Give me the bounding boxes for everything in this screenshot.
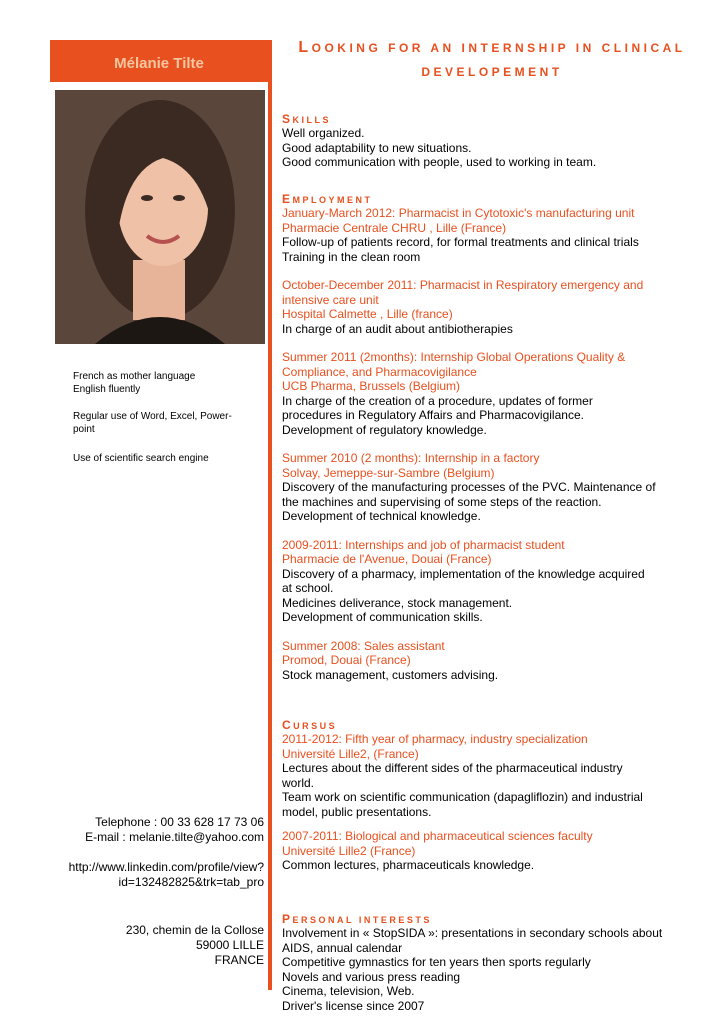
cursus-desc: Lectures about the different sides of the pharmaceutical industry xyxy=(282,761,623,775)
cursus-place: Université Lille2, (France) xyxy=(282,746,419,761)
job-desc: Medicines deliverance, stock management. xyxy=(282,595,513,610)
software-line: point xyxy=(73,424,95,435)
job-entry xyxy=(282,538,722,625)
cursus-desc: Common lectures, pharmaceuticals knowledge. xyxy=(282,858,535,872)
job-desc: Discovery of the manufacturing processes of the PVC. Maintenance of xyxy=(282,480,656,494)
job-desc: Discovery of a pharmacy, implementation of the knowledge acquired xyxy=(282,566,645,581)
interest-line: Cinema, television, Web. xyxy=(282,984,415,998)
job-entry xyxy=(282,278,722,336)
search-skill: Use of scientific search engine xyxy=(73,453,209,464)
interests-heading: PERSONAL INTERESTS xyxy=(282,912,432,926)
interest-line: Involvement in « StopSIDA »: presentations in secondary schools about xyxy=(282,926,663,940)
job-place: UCB Pharma, Brussels (Belgium) xyxy=(282,379,461,393)
job-place: Pharmacie de l'Avenue, Douai (France) xyxy=(282,552,492,566)
skill-line: Good communication with people, used to working in team. xyxy=(282,155,597,169)
job-place: Pharmacie Centrale CHRU , Lille (France) xyxy=(282,220,507,235)
job-desc: In charge of an audit about antibiotherapies xyxy=(282,321,513,336)
job-desc: Stock management, customers advising. xyxy=(282,667,499,682)
job-title: Compliance, and Pharmacovigilance xyxy=(282,364,477,379)
portrait-image xyxy=(55,90,265,344)
job-desc: In charge of the creation of a procedure, updates of former xyxy=(282,393,593,408)
job-place: Promod, Douai (France) xyxy=(282,653,411,667)
address-line1: 230, chemin de la Collose xyxy=(125,923,264,937)
linkedin-link-line2[interactable]: id=132482825&trk=tab_pro xyxy=(118,875,264,889)
job-desc: Development of communication skills. xyxy=(282,610,483,624)
language-item: English fluently xyxy=(73,384,141,395)
interest-line: AIDS, annual calendar xyxy=(282,940,403,955)
profile-photo xyxy=(55,90,265,344)
cursus-desc: Team work on scientific communication (dapagliflozin) and industrial xyxy=(282,790,643,804)
column-divider xyxy=(268,40,272,990)
software-skills xyxy=(73,410,232,436)
linkedin-link-line1[interactable]: http://www.linkedin.com/profile/view? xyxy=(68,860,264,874)
job-title: 2009-2011: Internships and job of pharmacist student xyxy=(282,537,565,552)
interest-line: Competitive gymnastics for ten years then sports regularly xyxy=(282,955,591,969)
job-desc: at school. xyxy=(282,581,334,595)
cursus-title: 2011-2012: Fifth year of pharmacy, industry specialization xyxy=(282,732,588,746)
job-entry xyxy=(282,350,722,437)
job-desc: Development of technical knowledge. xyxy=(282,509,481,523)
job-entry xyxy=(282,639,722,683)
job-place: Hospital Calmette , Lille (france) xyxy=(282,307,453,321)
cursus-section xyxy=(282,718,722,873)
cv-title xyxy=(282,36,702,84)
employment-section xyxy=(282,192,722,682)
skills-section xyxy=(282,112,722,170)
software-line: Regular use of Word, Excel, Power- xyxy=(73,411,232,422)
skill-line: Well organized. xyxy=(282,126,365,140)
interests-section xyxy=(282,912,722,1013)
language-item: French as mother language xyxy=(73,371,196,382)
interest-line: Novels and various press reading xyxy=(282,969,461,984)
job-title: Summer 2010 (2 months): Internship in a factory xyxy=(282,451,540,465)
job-title: Summer 2008: Sales assistant xyxy=(282,638,445,653)
job-entry xyxy=(282,206,722,264)
job-desc: Follow-up of patients record, for formal treatments and clinical trials xyxy=(282,235,639,249)
cursus-title: 2007-2011: Biological and pharmaceutical sciences faculty xyxy=(282,829,593,843)
cv-title-line2: DEVELOPEMENT xyxy=(421,65,563,79)
languages-list xyxy=(73,370,195,396)
cursus-place: Université Lille2 (France) xyxy=(282,843,416,858)
address-line3: FRANCE xyxy=(214,953,264,967)
job-desc: Training in the clean room xyxy=(282,249,421,264)
email[interactable]: E-mail : melanie.tilte@yahoo.com xyxy=(85,830,264,844)
job-title: Summer 2011 (2months): Internship Global Operations Quality & xyxy=(282,350,626,364)
candidate-name: Mélanie Tilte xyxy=(114,55,204,72)
address-line2: 59000 LILLE xyxy=(195,938,264,952)
job-entry xyxy=(282,451,722,524)
employment-heading: EMPLOYMENT xyxy=(282,192,373,206)
skills-heading: SKILLS xyxy=(282,112,332,126)
cv-title-line1: LOOKING FOR AN INTERNSHIP IN CLINICAL xyxy=(298,39,686,56)
skill-line: Good adaptability to new situations. xyxy=(282,140,472,155)
job-title: January-March 2012: Pharmacist in Cytotoxic's manufacturing unit xyxy=(282,206,635,220)
cursus-desc: world. xyxy=(282,775,315,790)
job-title: intensive care unit xyxy=(282,292,379,307)
job-title: October-December 2011: Pharmacist in Respiratory emergency and xyxy=(282,278,644,292)
job-desc: the machines and supervising of some steps of the reaction. xyxy=(282,494,602,509)
job-desc: Development of regulatory knowledge. xyxy=(282,422,487,437)
cursus-heading: CURSUS xyxy=(282,718,338,732)
telephone: Telephone : 00 33 628 17 73 06 xyxy=(95,815,264,829)
job-desc: procedures in Regulatory Affairs and Pharmacovigilance. xyxy=(282,408,584,422)
cursus-desc: model, public presentations. xyxy=(282,804,432,819)
job-place: Solvay, Jemeppe-sur-Sambre (Belgium) xyxy=(282,465,495,480)
interest-line: Driver's license since 2007 xyxy=(282,998,425,1013)
